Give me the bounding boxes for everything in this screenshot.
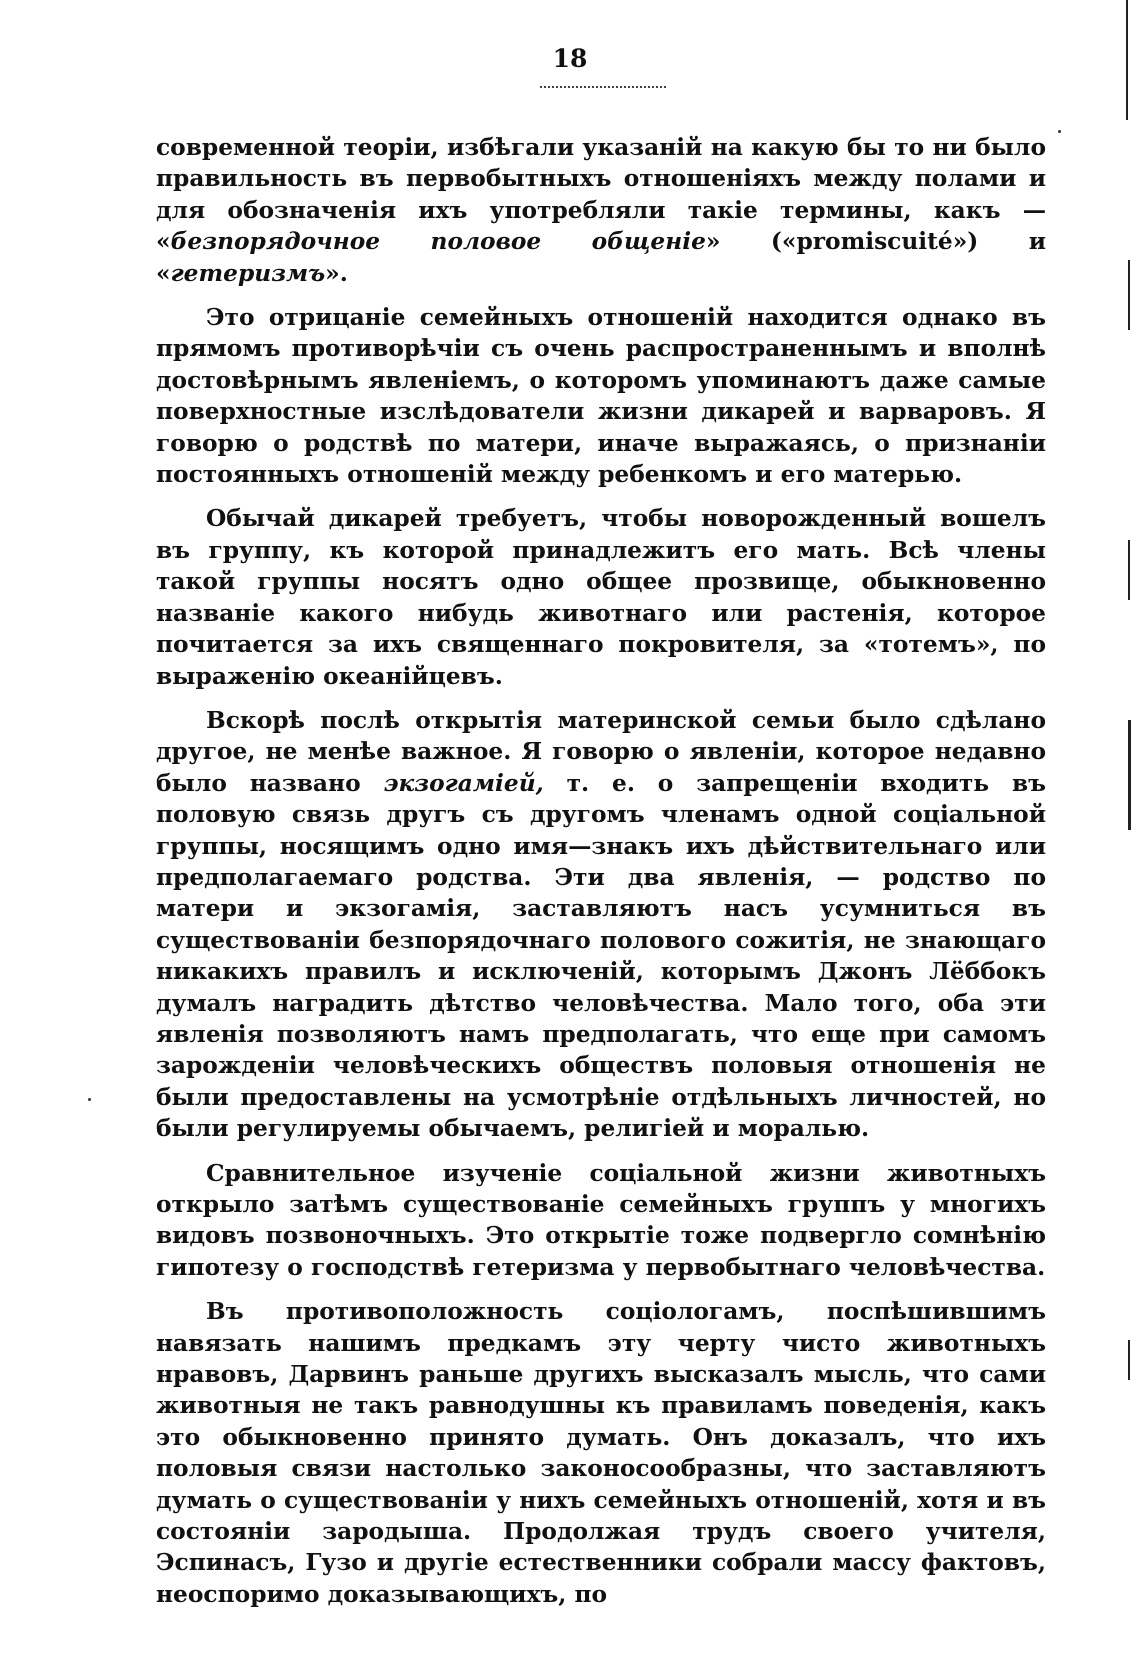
body-text [156,132,1046,1623]
paragraph-4: Вскорѣ послѣ открытія материнской семьи было сдѣлано другое, не менѣе важное. Я говорю о явленіи, которое недавно было названо экзогамiей, т. е. о запрещеніи входить въ половую связь другъ съ другомъ членамъ одной соціальной группы, носящимъ одно имя—знакъ ихъ дѣйствительнаго или предполагаемаго родства. Эти два явленія, — родство по матери и экзогамія, заставляютъ насъ усумниться въ существованіи безпорядочнаго полового сожитія, не знающаго никакихъ правилъ и исключеній, которымъ Джонъ Лёббокъ думалъ наградить дѣтство человѣчества. Мало того, оба эти явленія позволяютъ намъ предполагать, что еще при самомъ зарожденіи человѣческихъ обществъ половыя отношенія не были предоставлены на усмотрѣніе отдѣльныхъ личностей, но были регулируемы обычаемъ, религіей и моралью. [156,706,1046,1143]
paragraph-2: Это отрицаніе семейныхъ отношеній находится однако въ прямомъ противорѣчіи съ очень распространеннымъ и вполнѣ достовѣрнымъ явленіемъ, о которомъ упоминаютъ даже самые поверхностные изслѣдователи жизни дикарей и варваровъ. Я говорю о родствѣ по матери, иначе выражаясь, о признаніи постоянныхъ отношеній между ребенкомъ и его матерью. [156,304,1046,489]
page-number: 18 [552,44,588,73]
scan-speck [88,1098,91,1101]
margin-mark [1126,0,1128,120]
paragraph-6: Въ противоположность соціологамъ, поспѣшившимъ навязать нашимъ предкамъ эту черту чисто животныхъ нравовъ, Дарвинъ раньше другихъ высказалъ мысль, что сами животныя не такъ равнодушны къ правиламъ поведенія, какъ это обыкновенно принято думать. Онъ доказалъ, что ихъ половыя связи настолько законосообразны, что заставляютъ думать о существованіи у нихъ семейныхъ отношеній, хотя и въ состояніи зародыша. Продолжая трудъ своего учителя, Эспинасъ, Гузо и другіе естественники собрали массу фактовъ, неоспоримо доказывающихъ, по [156,1298,1046,1608]
page-number-rule [540,86,666,88]
scan-speck [1058,130,1061,133]
paragraph-3: Обычай дикарей требуетъ, чтобы новорожденный вошелъ въ группу, къ которой принадлежитъ его мать. Всѣ члены такой группы носятъ одно общее прозвище, обыкновенно названіе какого нибудь животнаго или растенія, которое почитается за ихъ священнаго покровителя, за «тотемъ», по выраженію океанійцевъ. [156,505,1046,690]
emphasis-text: гетеризмъ [170,259,326,287]
margin-mark [1128,1340,1130,1380]
emphasis-text: безпорядочное половое общеніе [170,228,706,256]
margin-mark [1128,720,1131,830]
paragraph-1: современной теоріи, избѣгали указаній на какую бы то ни было правильность въ первобытныхъ отношеніяхъ между полами и для обозначенія ихъ употребляли такіе термины, какъ — «безпорядочное половое общеніе» («promiscuité») и «гетеризмъ». [156,134,1046,287]
margin-mark [1128,260,1130,330]
emphasis-text: экзогамiей, [383,769,544,797]
paragraph-5: Сравнительное изученіе соціальной жизни животныхъ открыло затѣмъ существованіе семейныхъ группъ у многихъ видовъ позвоночныхъ. Это открытіе тоже подвергло сомнѣнію гипотезу о господствѣ гетеризма у первобытнаго человѣчества. [156,1159,1046,1281]
margin-mark [1128,540,1130,600]
